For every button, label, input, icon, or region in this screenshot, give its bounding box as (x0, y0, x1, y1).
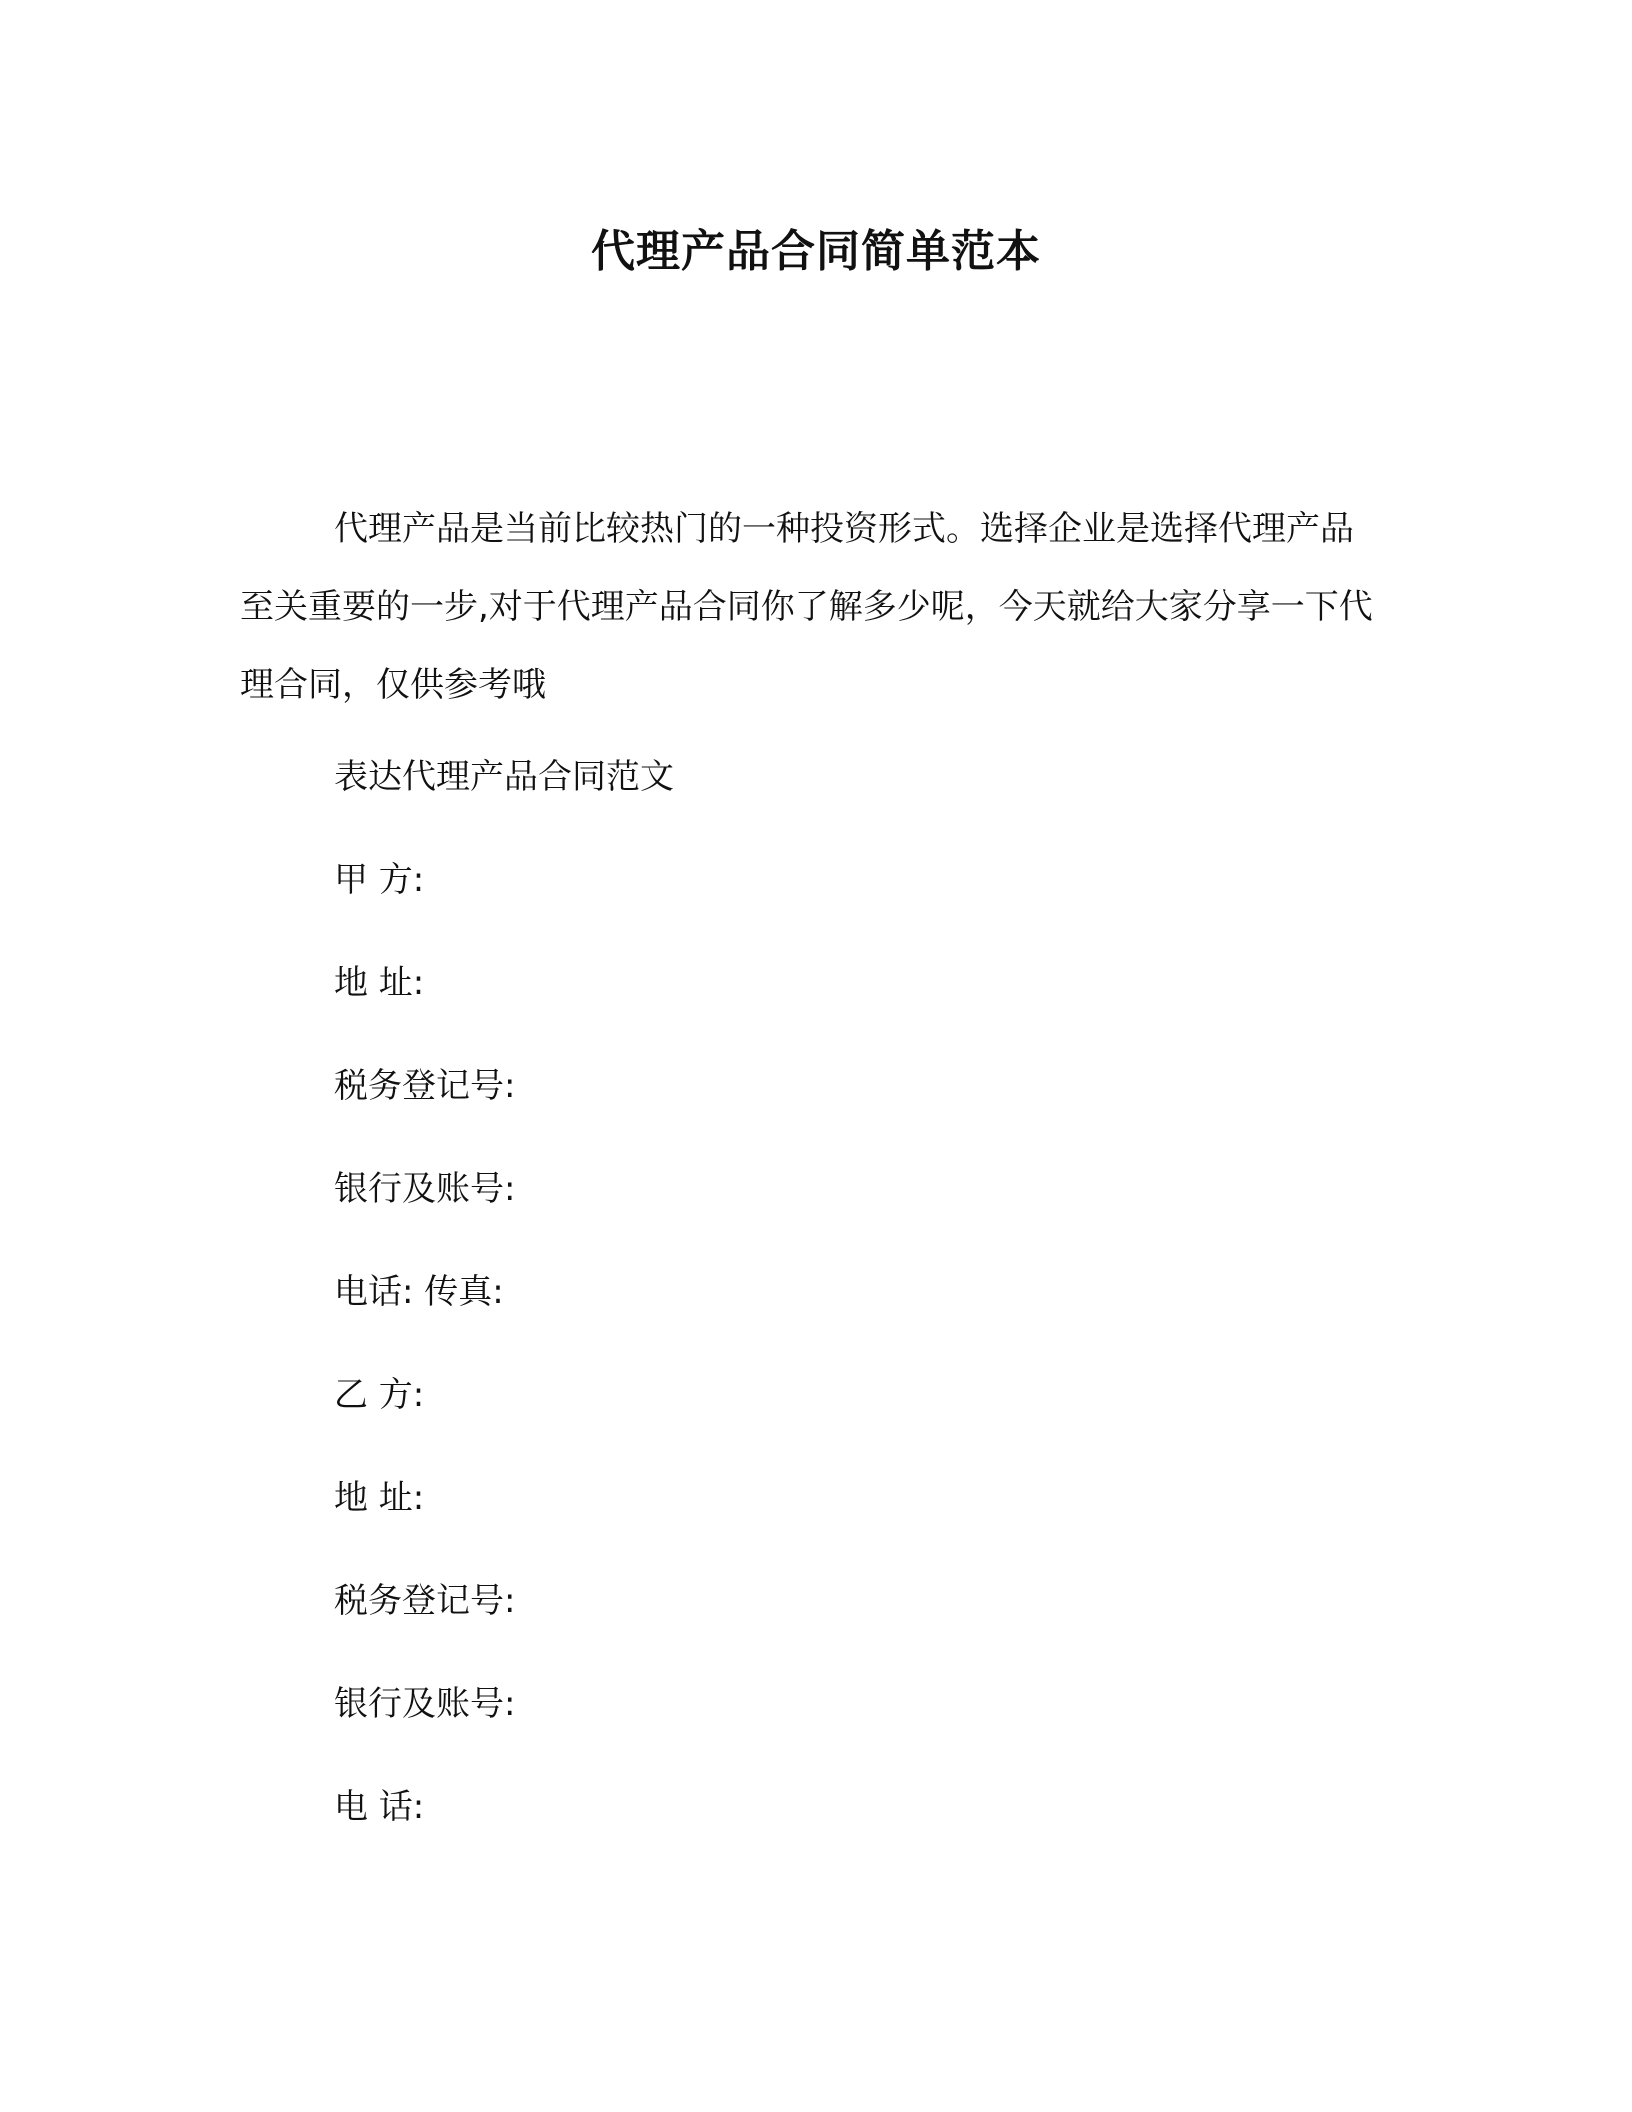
party-a-address: 地 址: (334, 963, 425, 1003)
party-a-label: 甲 方: (334, 860, 425, 900)
section-heading: 表达代理产品合同范文 (334, 757, 674, 797)
document-title: 代理产品合同简单范本 (591, 226, 1041, 277)
party-b-address: 地 址: (334, 1478, 425, 1518)
party-a-bank: 银行及账号: (334, 1169, 516, 1209)
party-b-label: 乙 方: (334, 1375, 425, 1415)
party-b-tax-id: 税务登记号: (334, 1581, 516, 1621)
party-b-bank: 银行及账号: (334, 1684, 516, 1724)
intro-paragraph: 代理产品是当前比较热门的一种投资形式。选择企业是选择代理产品至关重要的一步,对于代理产品合同你了解多少呢，今天就给大家分享一下代理合同，仅供参考哦 (240, 509, 1373, 705)
party-a-tax-id: 税务登记号: (334, 1066, 516, 1106)
party-a-phone-fax: 电话: 传真: (334, 1272, 504, 1312)
party-b-phone: 电 话: (334, 1787, 425, 1827)
